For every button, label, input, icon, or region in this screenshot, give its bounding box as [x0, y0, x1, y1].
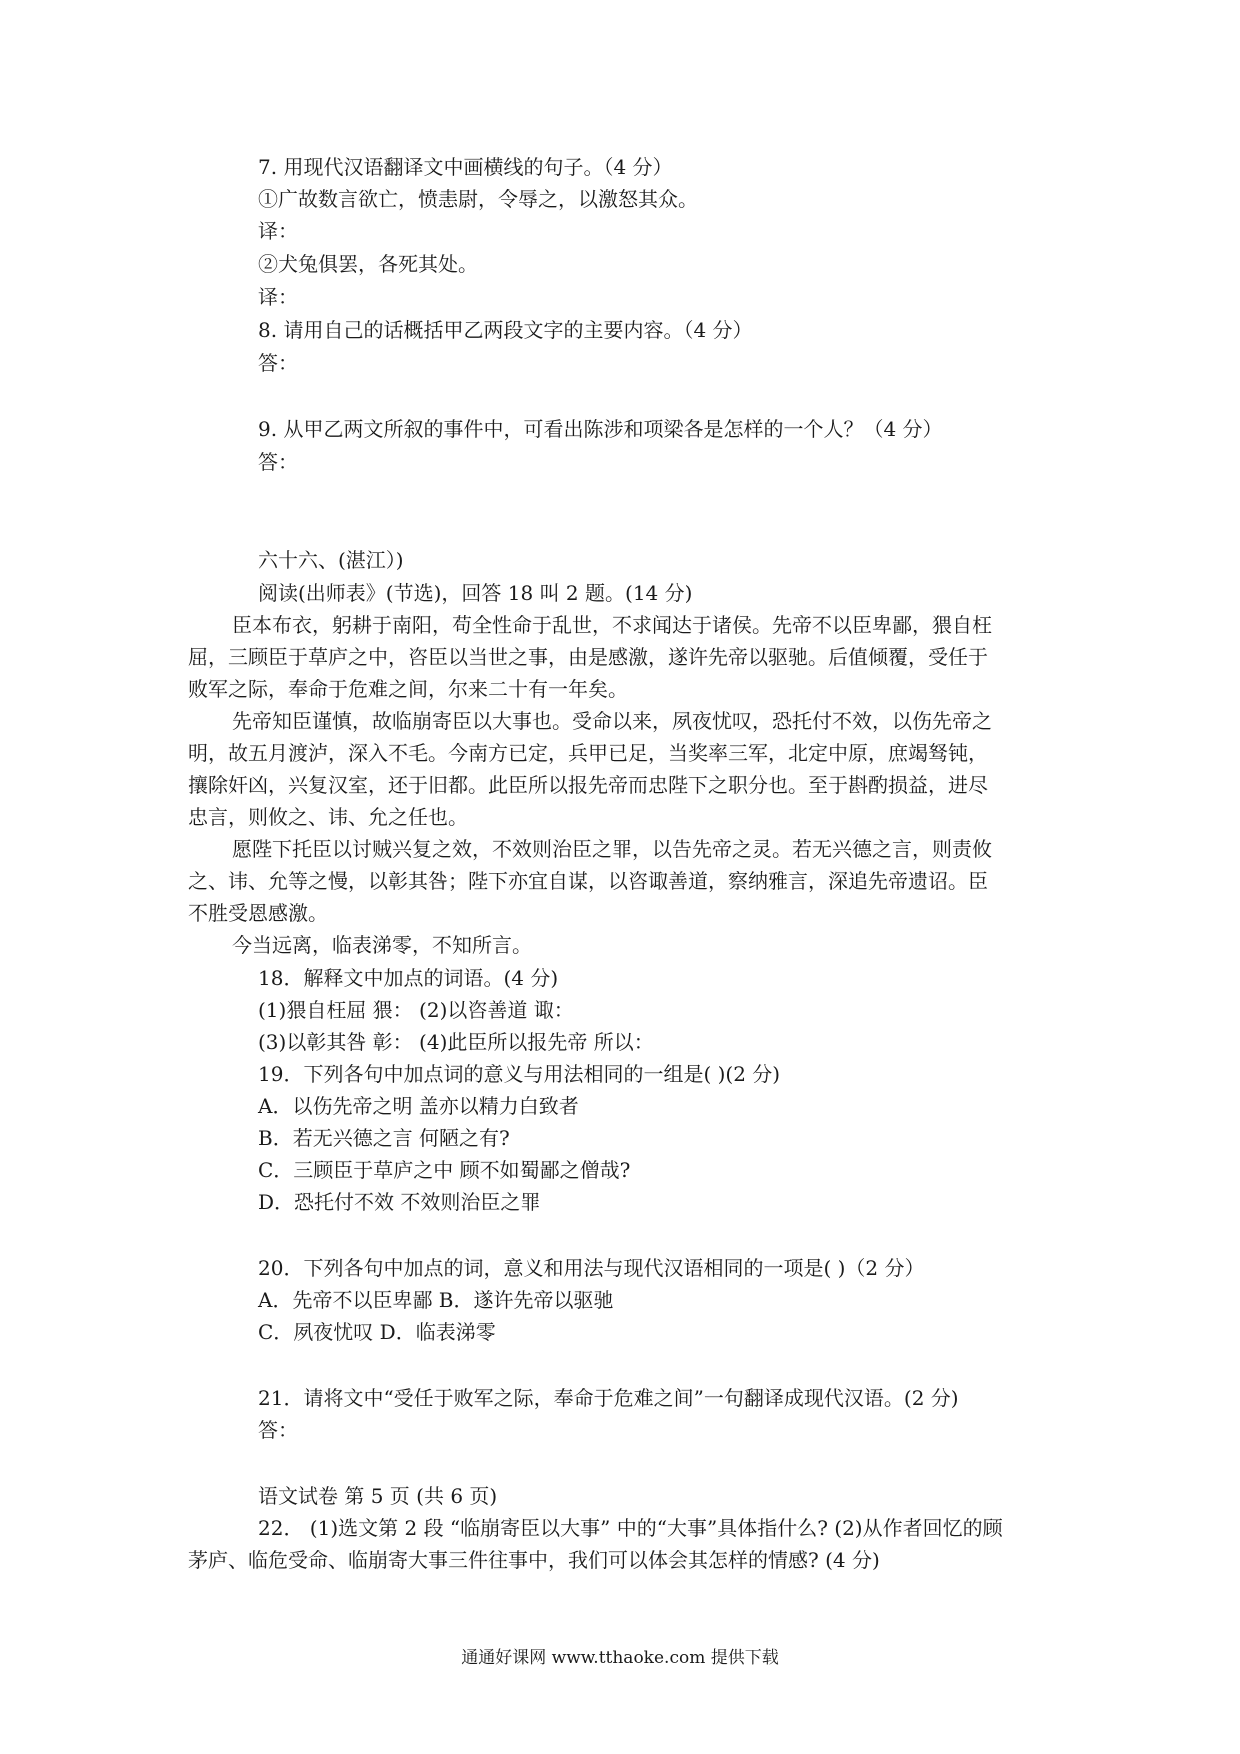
- passage-line: 之、讳、允等之慢，以彰其咎；陛下亦宜自谋，以咨诹善道，察纳雅言，深追先帝遗诏。臣: [188, 869, 988, 893]
- q9-title: 9. 从甲乙两文所叙的事件中，可看出陈涉和项梁各是怎样的一个人？（4 分）: [258, 417, 943, 441]
- page-label: 语文试卷 第 5 页 (共 6 页): [258, 1484, 498, 1508]
- q18-line-2: (3)以彰其咎 彰： (4)此臣所以报先帝 所以：: [258, 1030, 654, 1054]
- q8-answer-label: 答：: [258, 351, 298, 375]
- passage-line: 愿陛下托臣以讨贼兴复之效，不效则治臣之罪，以告先帝之灵。若无兴德之言，则责攸: [232, 837, 992, 861]
- section-heading: 六十六、(湛江）): [258, 548, 404, 572]
- q7-title: 7. 用现代汉语翻译文中画横线的句子。（4 分）: [258, 155, 673, 179]
- passage-line: 攘除奸凶，兴复汉室，还于旧都。此臣所以报先帝而忠陛下之职分也。至于斟酌损益，进尽: [188, 773, 988, 797]
- q19-option-c: C．三顾臣于草庐之中 顾不如蜀鄙之僧哉?: [258, 1158, 631, 1182]
- q7-translate-label-2: 译：: [258, 285, 298, 309]
- q19-option-b: B．若无兴德之言 何陋之有?: [258, 1126, 510, 1150]
- q22-line-1: 22． (1)选文第 2 段 “临崩寄臣以大事” 中的“大事”具体指什么? (2)从作者回忆的顾: [258, 1516, 1003, 1540]
- q7-sentence-1: ①广故数言欲亡，愤恚尉，令辱之，以激怒其众。: [258, 187, 698, 211]
- q20-options-2: C．夙夜忧叹 D．临表涕零: [258, 1320, 496, 1344]
- passage-line: 明，故五月渡泸，深入不毛。今南方已定，兵甲已足，当奖率三军，北定中原，庶竭驽钝，: [188, 741, 988, 765]
- passage-line: 不胜受恩感激。: [188, 901, 328, 925]
- q22-line-2: 茅庐、临危受命、临崩寄大事三件往事中，我们可以体会其怎样的情感? (4 分): [188, 1548, 880, 1572]
- passage-line: 臣本布衣，躬耕于南阳，苟全性命于乱世，不求闻达于诸侯。先帝不以臣卑鄙，猥自枉: [232, 613, 992, 637]
- q21-answer-label: 答：: [258, 1418, 298, 1442]
- section-intro: 阅读(出师表》(节选)，回答 18 叫 2 题。(14 分): [258, 581, 693, 605]
- q7-translate-label-1: 译：: [258, 219, 298, 243]
- q19-option-d: D．恐托付不效 不效则治臣之罪: [258, 1190, 541, 1214]
- q18-line-1: (1)猥自枉屈 猥： (2)以咨善道 诹：: [258, 998, 574, 1022]
- q20-options-1: A．先帝不以臣卑鄙 B．遂许先帝以驱驰: [258, 1288, 614, 1312]
- page-footer: 通通好课网 www.tthaoke.com 提供下载: [461, 1648, 779, 1668]
- q19-title: 19．下列各句中加点词的意义与用法相同的一组是( )(2 分): [258, 1062, 781, 1086]
- passage-line: 败军之际，奉命于危难之间，尔来二十有一年矣。: [188, 677, 628, 701]
- passage-line: 先帝知臣谨慎，故临崩寄臣以大事也。受命以来，夙夜忧叹，恐托付不效，以伤先帝之: [232, 709, 992, 733]
- passage-line: 忠言，则攸之、讳、允之任也。: [188, 805, 468, 829]
- q19-option-a: A．以伤先帝之明 盖亦以精力白致者: [258, 1094, 579, 1118]
- passage-line: 屈，三顾臣于草庐之中，咨臣以当世之事，由是感激，遂许先帝以驱驰。后值倾覆，受任于: [188, 645, 988, 669]
- q20-title: 20．下列各句中加点的词，意义和用法与现代汉语相同的一项是( )（2 分）: [258, 1256, 925, 1280]
- q18-title: 18．解释文中加点的词语。(4 分): [258, 966, 559, 990]
- q21-title: 21．请将文中“受任于败军之际，奉命于危难之间”一句翻译成现代汉语。(2 分): [258, 1386, 959, 1410]
- passage-line: 今当远离，临表涕零，不知所言。: [232, 933, 532, 957]
- q8-title: 8. 请用自己的话概括甲乙两段文字的主要内容。（4 分）: [258, 318, 753, 342]
- q7-sentence-2: ②犬兔俱罢，各死其处。: [258, 252, 478, 276]
- q9-answer-label: 答：: [258, 450, 298, 474]
